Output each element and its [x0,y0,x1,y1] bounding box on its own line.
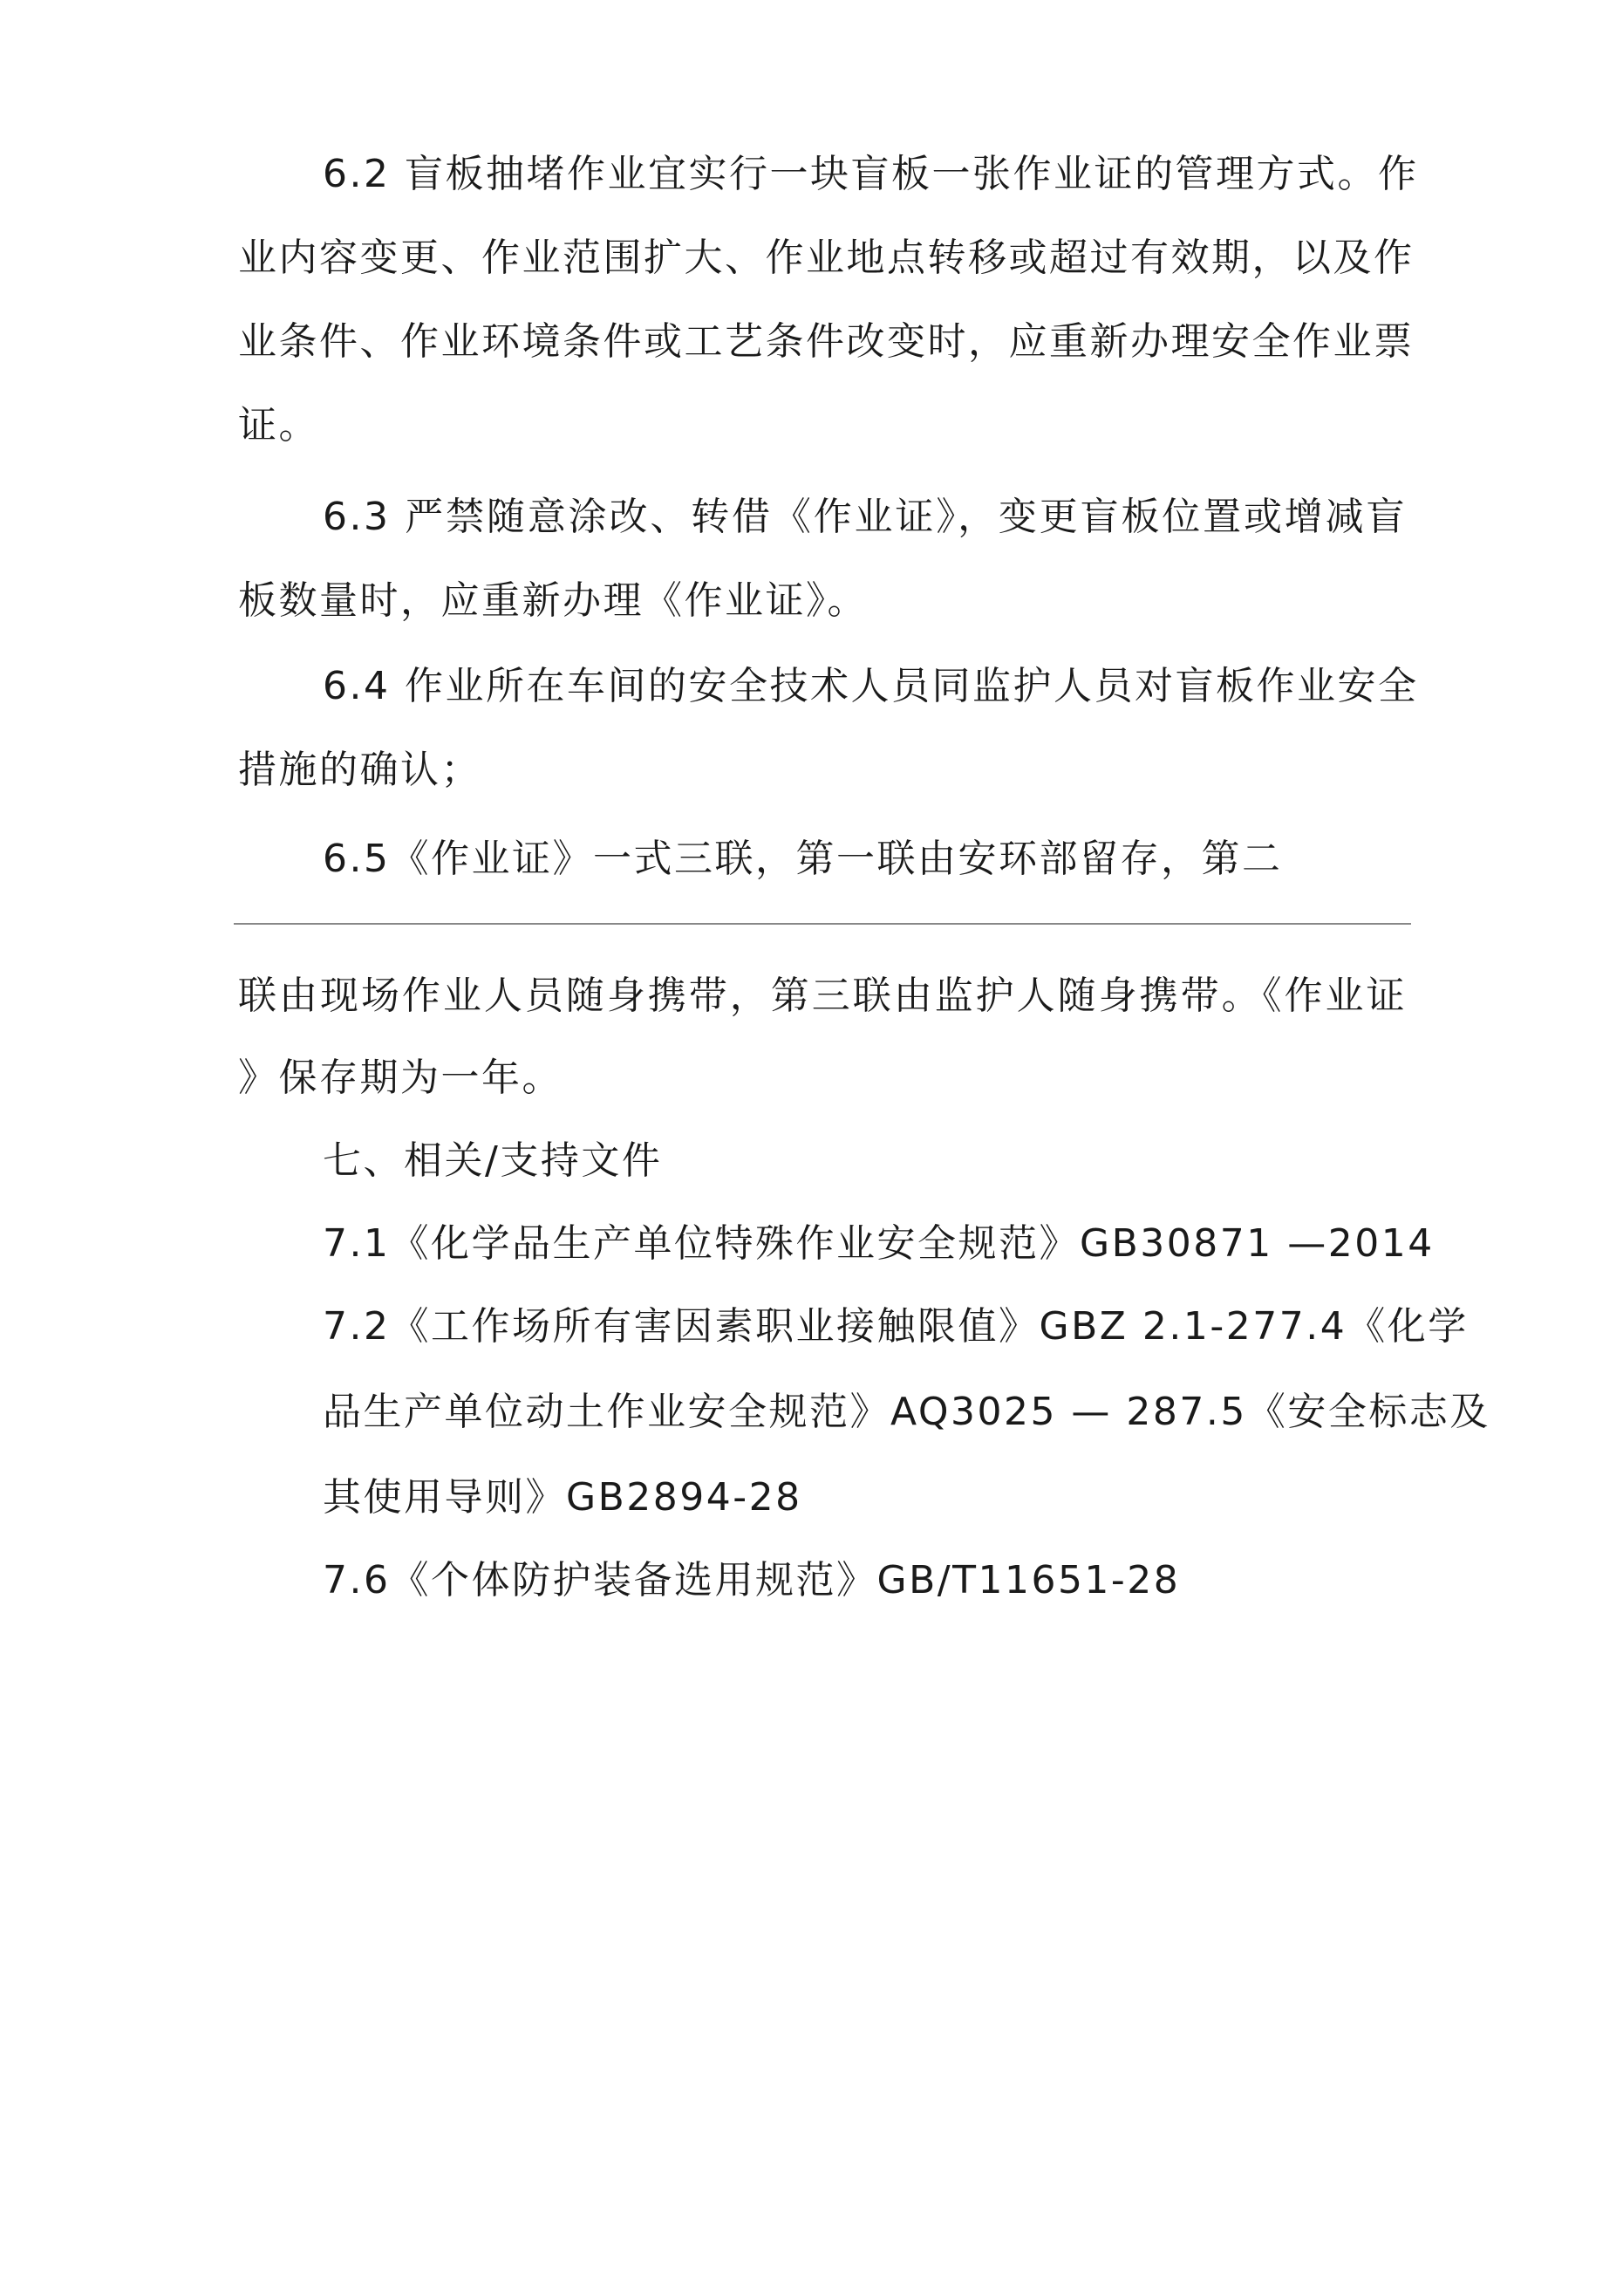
para-6-3-line-1: 6.3 严禁随意涂改、转借《作业证》，变更盲板位置或增减盲 [323,495,1407,539]
para-6-4-line-1: 6.4 作业所在车间的安全技术人员同监护人员对盲板作业安全 [323,664,1419,708]
para-6-5-line-3: 》保存期为一年。 [238,1056,563,1100]
para-6-4-line-2: 措施的确认； [238,748,481,792]
para-6-3-line-2: 板数量时，应重新办理《作业证》。 [238,578,868,623]
reference-7-6: 7.6《个体防护装备选用规范》GB/T11651-28 [323,1558,1181,1602]
reference-7-1: 7.1《化学品生产单位特殊作业安全规范》GB30871 —2014 [323,1221,1435,1266]
para-6-2-line-3: 业条件、作业环境条件或工艺条件改变时，应重新办理安全作业票 [238,319,1415,364]
para-6-2-line-1: 6.2 盲板抽堵作业宜实行一块盲板一张作业证的管理方式。作 [323,152,1419,196]
page-break-divider [234,923,1411,925]
para-6-2-line-4: 证。 [238,403,319,448]
reference-7-2-line-1: 7.2《工作场所有害因素职业接触限值》GBZ 2.1-277.4《化学 [323,1304,1469,1349]
para-6-5-line-1: 6.5《作业证》一式三联，第一联由安环部留存，第二 [323,837,1283,881]
para-6-5-line-2: 联由现场作业人员随身携带，第三联由监护人随身携带。《作业证 [238,974,1407,1018]
reference-7-2-line-3: 其使用导则》GB2894-28 [323,1475,802,1520]
para-6-2-line-2: 业内容变更、作业范围扩大、作业地点转移或超过有效期，以及作 [238,236,1415,280]
reference-7-2-line-2: 品生产单位动土作业安全规范》AQ3025 — 287.5《安全标志及 [323,1390,1490,1434]
section-7-heading: 七、相关/支持文件 [323,1138,663,1183]
